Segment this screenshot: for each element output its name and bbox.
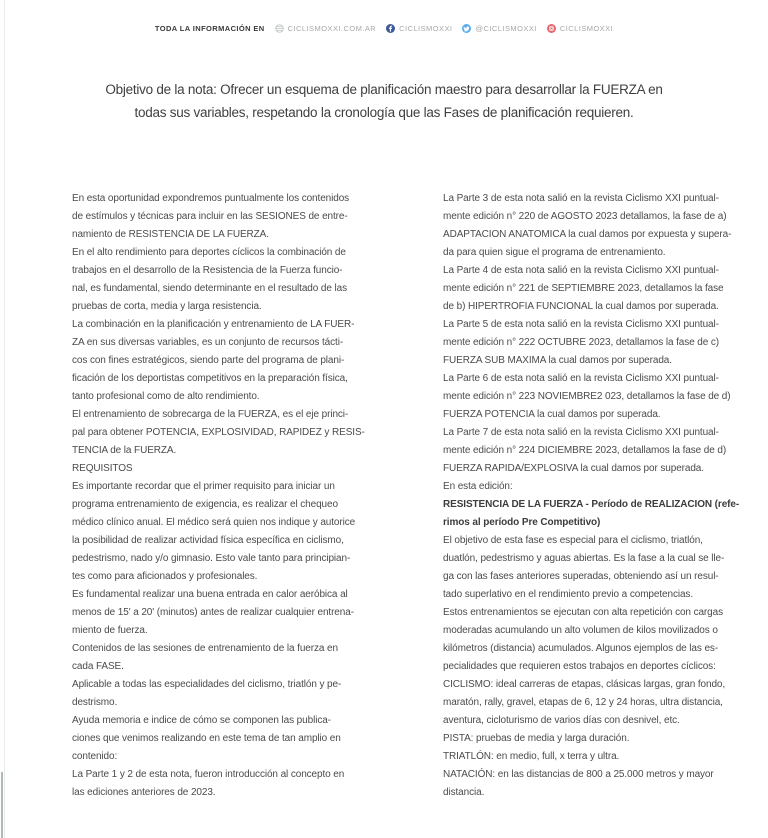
article-text-line: cada FASE. [72, 661, 124, 672]
article-text-line: menos de 15' a 20' (minutos) antes de realizar cualquier entrena- [72, 607, 354, 618]
article-text-line: namiento de RESISTENCIA DE LA FUERZA. [72, 229, 269, 240]
article-text-line: mente edición n° 222 OCTUBRE 2023, detallamos la fase de c) [443, 337, 720, 348]
article-text-line: moderadas acumulando un alto volumen de kilos movilizados o [443, 625, 718, 636]
twitter-link[interactable] [462, 24, 536, 33]
article-text-line: PISTA: pruebas de media y larga duración. [443, 733, 630, 744]
article-text-line: de estímulos y técnicas para incluir en las SESIONES de entre- [72, 211, 348, 222]
title-line-2: todas sus variables, respetando la cronología que las Fases de planificación requieren. [134, 104, 634, 120]
article-text-line: miento de fuerza. [72, 625, 148, 636]
article-text-line: El objetivo de esta fase es especial para el ciclismo, triatlón, [443, 535, 703, 546]
article-text-line: Ayuda memoria e indice de cómo se componen las publica- [72, 715, 331, 726]
article-text-line: CICLISMO: ideal carreras de etapas, clásicas largas, gran fondo, [443, 679, 726, 690]
article-text-line: las ediciones anteriores de 2023. [72, 787, 216, 798]
facebook-link-label: CICLISMOXXI [399, 24, 453, 33]
article-text-line: da para quien sigue el programa de entrenamiento. [443, 247, 666, 258]
article-text-line: El entrenamiento de sobrecarga de la FUERZA, es el eje princi- [72, 409, 349, 420]
article-text-line: tanto profesional como de alto rendimiento. [72, 391, 260, 402]
instagram-icon [547, 24, 556, 33]
article-text-line: TENCIA de la FUERZA. [72, 445, 177, 456]
article-text-line: cos con fines estratégicos, siendo parte del programa de plani- [72, 355, 345, 366]
article-text-line: mente edición n° 220 de AGOSTO 2023 detallamos, la fase de a) [443, 211, 727, 222]
article-text-line: médico clínico anual. El médico será quien nos indique y autorice [72, 517, 356, 528]
article-text-line: ZA en sus diversas variables, es un conjunto de recursos tácti- [72, 337, 344, 348]
right-column [443, 190, 761, 802]
article-text-line: Es importante recordar que el primer requisito para iniciar un [72, 481, 335, 492]
page-edge [4, 0, 5, 838]
twitter-link-label: @CICLISMOXXI [475, 24, 537, 33]
article-text-line: mente edición n° 221 de SEPTIEMBRE 2023, detallamos la fase [443, 283, 724, 294]
article-text-line: pruebas de corta, media y larga resistencia. [72, 301, 262, 312]
article-text-line: La combinación en la planificación y entrenamiento de LA FUER- [72, 319, 355, 330]
article-text-line: La Parte 6 de esta nota salió en la revista Ciclismo XXI puntual- [443, 373, 719, 384]
article-text-line: La Parte 7 de esta nota salió en la revista Ciclismo XXI puntual- [443, 427, 719, 438]
article-text-line: TRIATLÓN: en medio, full, x terra y ultra. [443, 751, 620, 762]
title-line-1: Objetivo de la nota: Ofrecer un esquema de planificación maestro para desarrollar la FUERZA en [105, 82, 663, 97]
article-text-line: ADAPTACION ANATOMICA la cual damos por expuesta y supera- [443, 229, 732, 240]
article-text-line: mente edición n° 223 NOVIEMBRE2 023, detallamos la fase de d) [443, 391, 731, 402]
article-text-line: FUERZA SUB MAXIMA la cual damos por superada. [443, 355, 672, 366]
article-text-line: FUERZA RAPIDA/EXPLOSIVA la cual damos por superada. [443, 463, 704, 474]
scan-artifact [1, 772, 3, 838]
article-text-line: la posibilidad de realizar actividad física específica en ciclismo, [72, 535, 344, 546]
facebook-icon [386, 24, 395, 33]
article-text-line: distancia. [443, 787, 485, 798]
article-text-line: En el alto rendimiento para deportes cíclicos la combinación de [72, 247, 346, 258]
article-text-line: ga con las fases anteriores superadas, obteniendo así un resul- [443, 571, 719, 582]
article-text-line: kilómetros (distancia) acumulados. Algunos ejemplos de las es- [443, 643, 719, 654]
instagram-link[interactable] [547, 24, 613, 33]
article-text-line: maratón, rally, gravel, etapas de 6, 12 y 24 horas, ultra distancia, [443, 697, 723, 708]
article-text-line: duatlón, pedestrismo y aguas abiertas. Es la fase a la cual se lle- [443, 553, 725, 564]
article-text-line: destrismo. [72, 697, 118, 708]
article-text-line: En esta oportunidad expondremos puntualmente los contenidos [72, 193, 350, 204]
website-link[interactable] [275, 24, 377, 33]
facebook-link[interactable] [386, 24, 452, 33]
instagram-link-label: CICLISMOXXI [559, 24, 614, 33]
header [0, 24, 768, 33]
article-text-line: pecialidades que requieren estos trabajos en deportes cíclicos: [443, 661, 716, 672]
article-text-line: RESISTENCIA DE LA FUERZA - Período de REALIZACION (refe- [443, 499, 740, 510]
article-text-line: pal para obtener POTENCIA, EXPLOSIVIDAD, RAPIDEZ y RESIS- [72, 427, 365, 438]
header-label: TODA LA INFORMACIÓN EN [154, 24, 265, 33]
article-text-line: La Parte 4 de esta nota salió en la revista Ciclismo XXI puntual- [443, 265, 719, 276]
article-text-line: trabajos en el desarrollo de la Resistencia de la Fuerza funcio- [72, 265, 343, 276]
article-text-line: rimos al período Pre Competitivo) [443, 517, 601, 528]
article-text-line: mente edición n° 224 DICIEMBRE 2023, detallamos la fase de d) [443, 445, 727, 456]
article-text-line: Aplicable a todas las especialidades del ciclismo, triatlón y pe- [72, 679, 342, 690]
article-text-line: La Parte 3 de esta nota salió en la revista Ciclismo XXI puntual- [443, 193, 719, 204]
left-column [72, 190, 390, 802]
article-text-line: NATACIÓN: en las distancias de 800 a 25.000 metros y mayor [443, 769, 714, 780]
article-text-line: tado superlativo en el rendimiento previo a competencias. [443, 589, 694, 600]
article-text-line: FUERZA POTENCIA la cual damos por superada. [443, 409, 661, 420]
article-text-line: ciones que venimos realizando en este tema de tan amplio en [72, 733, 341, 744]
article-text-line: nal, es fundamental, siendo determinante en el resultado de las [72, 283, 347, 294]
article-text-line: La Parte 1 y 2 de esta nota, fueron introducción al concepto en [72, 769, 345, 780]
article-text-line: Estos entrenamientos se ejecutan con alta repetición con cargas [443, 607, 723, 618]
article-text-line: ficación de los deportistas competitivos en la preparación física, [72, 373, 348, 384]
article-text-line: pedestrismo, nado y/o gimnasio. Esto vale tanto para principian- [72, 553, 351, 564]
article-text-line: contenido: [72, 751, 118, 762]
article-text-line: En esta edición: [443, 481, 513, 492]
article-text-line: Es fundamental realizar una buena entrada en calor aeróbica al [72, 589, 348, 600]
article-text-line: La Parte 5 de esta nota salió en la revista Ciclismo XXI puntual- [443, 319, 719, 330]
website-link-label: CICLISMOXXI.COM.AR [287, 24, 377, 33]
globe-icon [275, 24, 284, 33]
twitter-icon [462, 24, 471, 33]
article-text-line: de b) HIPERTROFIA FUNCIONAL la cual damos por superada. [443, 301, 719, 312]
article-body [72, 190, 761, 802]
article-text-line: aventura, cicloturismo de varios días con desnivel, etc. [443, 715, 680, 726]
article-text-line: REQUISITOS [72, 463, 133, 474]
article-text-line: Contenidos de las sesiones de entrenamiento de la fuerza en [72, 643, 338, 654]
article-text-line: programa entrenamiento de exigencia, es realizar el chequeo [72, 499, 338, 510]
article-objective-title [0, 79, 768, 124]
article-text-line: tes como para aficionados y profesionales. [72, 571, 258, 582]
